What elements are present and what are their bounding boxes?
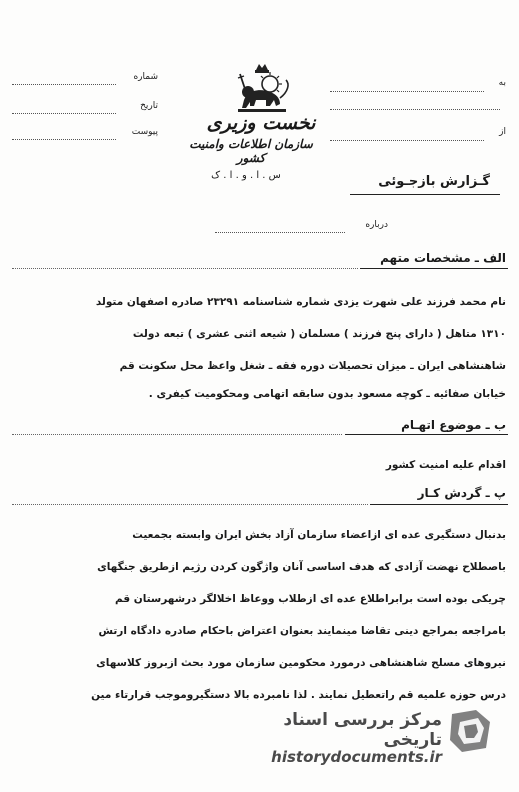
- section-c-line-6: درس حوزه علمیه قم راتعطیل نمایند . لذا نامبرده بالا دستگیروموجب قرارتاء مین: [91, 689, 506, 701]
- to-field-line-2: [330, 109, 500, 110]
- section-a-title: الف ـ مشخصات متهم: [380, 251, 506, 265]
- section-a-dotted-rule: [12, 268, 358, 269]
- section-b-title: ب ـ موضوع اتهـام: [401, 418, 506, 432]
- regarding-field: [215, 232, 345, 233]
- section-a-line-3: شاهنشاهی ایران ـ میزان تحصیلات دوره فقه ـ شغل واعظ محل سکونت قم: [119, 360, 506, 372]
- date-field: [12, 113, 116, 114]
- section-c-line-2: باصطلاح نهضت آزادی که هدف اساسی آنان واژگون کردن رژیم ازطریق جنگهای: [97, 561, 506, 573]
- section-b-underline: [345, 434, 508, 435]
- report-title-underline: [350, 194, 500, 195]
- date-label: تاریخ: [140, 101, 158, 111]
- section-c-line-4: بامراجعه بمراجع دینی تقاضا مینمایند بعنوان اعتراض باحکام صادره دادگاه ارتش: [98, 625, 506, 637]
- from-label: از: [499, 127, 506, 137]
- archive-logo-icon: [446, 706, 494, 754]
- section-a-line-4: خیابان صفائیه ـ کوچه مسعود بدون سابقه اتهامی ومحکومیت کیفری .: [148, 388, 506, 400]
- regarding-label: درباره: [365, 220, 388, 230]
- section-a-underline: [360, 268, 508, 269]
- watermark-url: historydocuments.ir: [271, 748, 442, 766]
- attachment-field: [12, 139, 116, 140]
- section-c-dotted-rule: [12, 504, 368, 505]
- organization-code: س . ا . و . ا . ک: [211, 170, 281, 181]
- organization-title: سازمان اطلاعات وامنیت کشور: [189, 137, 313, 165]
- attachment-label: پیوست: [131, 127, 158, 137]
- section-a-line-2: ۱۳۱۰ متاهل ( دارای پنج فرزند ) مسلمان ( شیعه اثنی عشری ) تبعه دولت: [132, 328, 506, 340]
- watermark-title: مرکز بررسی اسناد تاریخی: [283, 710, 442, 750]
- section-b-dotted-rule: [12, 434, 342, 435]
- to-label: به: [498, 78, 506, 88]
- section-c-line-5: نیروهای مسلح شاهنشاهی درمورد محکومین سازمان مورد بحث ازبروز کلاسهای: [96, 657, 506, 669]
- ministry-title: نخست وزیری: [206, 112, 316, 134]
- section-c-line-3: چریکی بوده است برابراطلاع عده ای ازطلاب ووعاظ اخلالگر درشهرستان قم: [114, 593, 506, 605]
- lion-and-sun-emblem-icon: [226, 62, 298, 114]
- to-field-line-1: [330, 91, 484, 92]
- section-b-text: اقدام علیه امنیت کشور: [385, 459, 506, 471]
- from-field: [330, 140, 484, 141]
- number-label: شماره: [133, 72, 158, 82]
- section-a-line-1: نام محمد فرزند علی شهرت یزدی شماره شناسنامه ۲۳۲۹۱ صادره اصفهان متولد: [95, 296, 506, 308]
- section-c-title: پ ـ گردش کـار: [417, 486, 506, 500]
- section-c-underline: [370, 504, 508, 505]
- report-title: گـزارش بازجـوئی: [378, 174, 490, 189]
- number-field: [12, 84, 116, 85]
- section-c-line-1: بدنبال دستگیری عده ای ازاعضاء سازمان آزاد بخش ایران وابسته بجمعیت: [132, 529, 506, 541]
- watermark: [228, 704, 498, 784]
